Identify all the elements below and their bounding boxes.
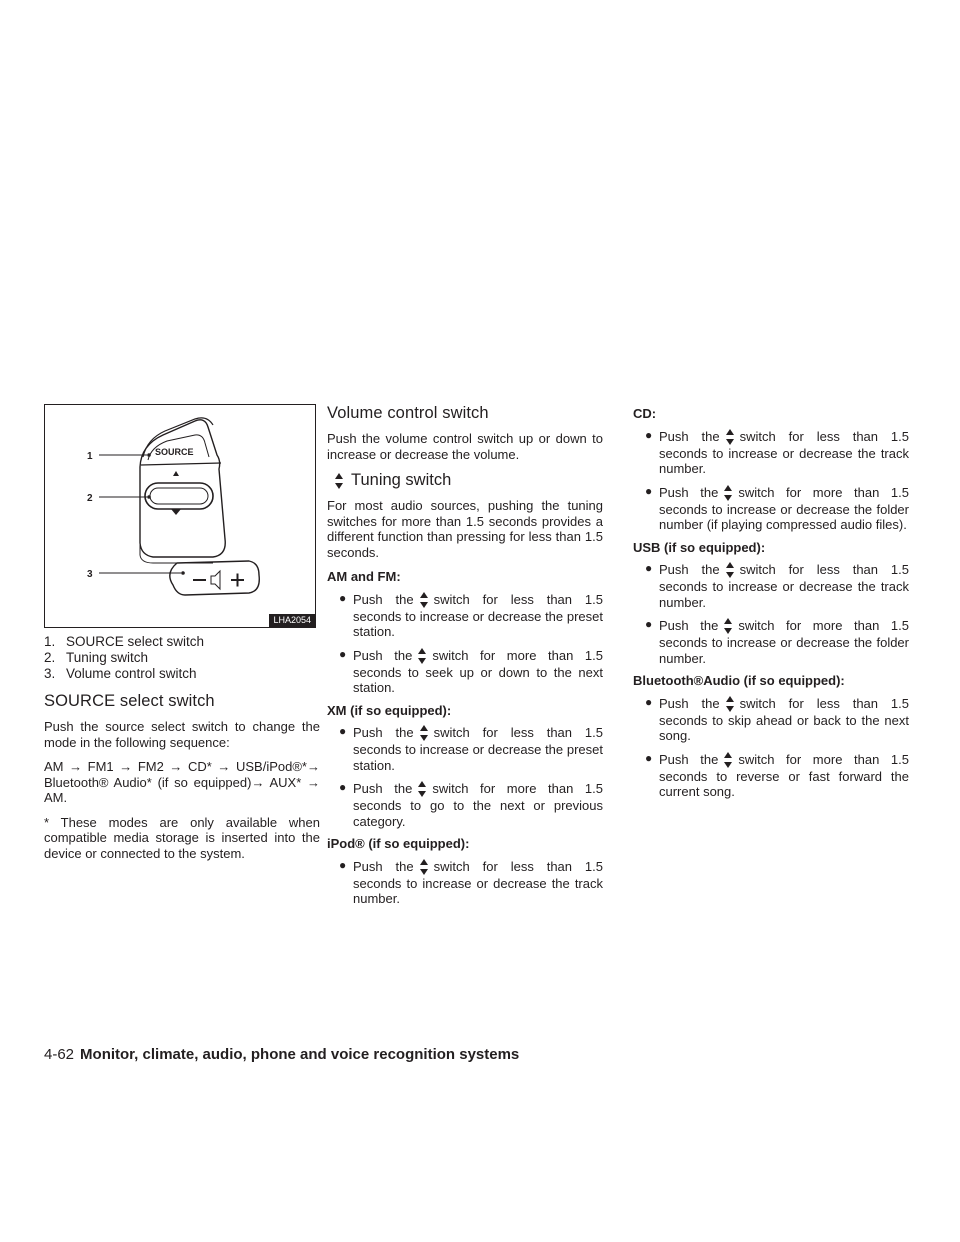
up-down-arrow-icon bbox=[724, 751, 732, 769]
page-footer bbox=[44, 1046, 519, 1064]
list-item bbox=[44, 666, 320, 682]
bullet-icon: ● bbox=[339, 857, 347, 872]
list-item bbox=[44, 650, 320, 666]
volume-section-heading: Volume control switch bbox=[327, 404, 489, 422]
list-item-number: 1. bbox=[44, 634, 56, 649]
bullet-icon: ● bbox=[339, 646, 347, 661]
list-item: ● Push the switch for more than 1.5 seconds to seek up or down to the next station. bbox=[339, 646, 603, 695]
bullet-icon: ● bbox=[645, 483, 653, 498]
up-down-arrow-icon bbox=[724, 484, 732, 502]
source-section-heading: SOURCE select switch bbox=[44, 692, 215, 710]
category-title-ipod: iPod® (if so equipped): bbox=[327, 836, 470, 851]
list-item-text: SOURCE select switch bbox=[66, 634, 205, 649]
figure-label-2: 2 bbox=[87, 493, 93, 504]
list-item: ● Push the switch for less than 1.5 seconds to skip ahead or back to the next song. bbox=[645, 694, 909, 743]
list-item: ● Push the switch for less than 1.5 seconds to increase or decrease the track number. bbox=[645, 427, 909, 476]
up-down-arrow-icon bbox=[420, 858, 428, 876]
figure-label-1: 1 bbox=[87, 451, 93, 462]
bullet-icon: ● bbox=[645, 617, 653, 631]
list-item: ● Push the switch for more than 1.5 seconds to increase or decrease the folder number. bbox=[645, 617, 909, 666]
up-down-arrow-icon bbox=[418, 780, 426, 798]
category-title-cd: CD: bbox=[633, 406, 657, 421]
chapter-title: Monitor, climate, audio, phone and voice recognition systems bbox=[80, 1046, 520, 1063]
source-footnote: * These modes are only available when compatible media storage is inserted into the device or connected to the system. bbox=[44, 814, 320, 861]
up-down-arrow-icon bbox=[420, 724, 428, 742]
right-column bbox=[633, 404, 909, 807]
category-title-bluetooth: Bluetooth®Audio (if so equipped): bbox=[633, 673, 845, 688]
bullet-icon: ● bbox=[645, 694, 653, 709]
up-down-arrow-icon bbox=[418, 647, 426, 665]
up-down-arrow-icon bbox=[726, 561, 734, 579]
bullet-icon: ● bbox=[339, 590, 347, 605]
up-down-arrow-icon bbox=[726, 695, 734, 713]
steering-switch-illustration bbox=[45, 405, 315, 627]
tuning-section-heading bbox=[327, 471, 603, 490]
list-item-text: Volume control switch bbox=[66, 666, 197, 681]
list-item: ● Push the switch for more than 1.5 seconds to reverse or fast forward the current song. bbox=[645, 750, 909, 799]
up-down-arrow-icon bbox=[724, 617, 732, 635]
list-item bbox=[44, 634, 320, 650]
bullet-icon: ● bbox=[339, 780, 347, 794]
list-item: ● Push the switch for less than 1.5 seconds to increase or decrease the preset station. bbox=[339, 724, 603, 773]
list-item-text: Tuning switch bbox=[66, 650, 149, 665]
source-sequence: AM → FM1 → FM2 → CD* → USB/iPod®*→ Bluetooth® Audio* (if so equipped)→ AUX* → AM. bbox=[44, 759, 320, 805]
up-down-arrow-icon bbox=[726, 428, 734, 446]
tuning-heading-text: Tuning switch bbox=[351, 471, 452, 489]
bullet-icon: ● bbox=[645, 427, 653, 442]
bullet-icon: ● bbox=[339, 724, 347, 738]
tuning-intro: For most audio sources, pushing the tuning switches for more than 1.5 seconds provides a different function than pressing for less than 1.5 seconds. bbox=[327, 498, 603, 560]
category-title-am-fm: AM and FM: bbox=[327, 569, 401, 584]
list-item: ● Push the switch for less than 1.5 seconds to increase or decrease the track number. bbox=[339, 857, 603, 906]
category-title-usb: USB (if so equipped): bbox=[633, 539, 766, 555]
volume-paragraph: Push the volume control switch up or down to increase or decrease the volume. bbox=[327, 431, 603, 462]
middle-column bbox=[327, 404, 603, 914]
parts-list bbox=[44, 634, 320, 682]
list-item-number: 3. bbox=[44, 666, 56, 681]
category-title-xm: XM (if so equipped): bbox=[327, 702, 452, 718]
list-item: ● Push the switch for less than 1.5 seconds to increase or decrease the track number. bbox=[645, 561, 909, 610]
list-item: ● Push the switch for more than 1.5 seconds to go to the next or previous category. bbox=[339, 780, 603, 829]
steering-switch-figure bbox=[44, 404, 316, 628]
list-item: ● Push the switch for more than 1.5 seconds to increase or decrease the folder number (if playing compressed audio files). bbox=[645, 483, 909, 532]
figure-label-3: 3 bbox=[87, 569, 93, 580]
source-paragraph-1: Push the source select switch to change the mode in the following sequence: bbox=[44, 719, 320, 750]
up-down-arrow-icon bbox=[335, 472, 343, 490]
bullet-icon: ● bbox=[645, 561, 653, 575]
list-item-number: 2. bbox=[44, 650, 56, 665]
left-column bbox=[44, 404, 320, 870]
up-down-arrow-icon bbox=[420, 591, 428, 609]
list-item: ● Push the switch for less than 1.5 seconds to increase or decrease the preset station. bbox=[339, 590, 603, 639]
source-button-label: SOURCE bbox=[155, 447, 194, 457]
bullet-icon: ● bbox=[645, 750, 653, 765]
figure-code: LHA2054 bbox=[269, 614, 315, 627]
page-number: 4-62 bbox=[44, 1046, 75, 1063]
